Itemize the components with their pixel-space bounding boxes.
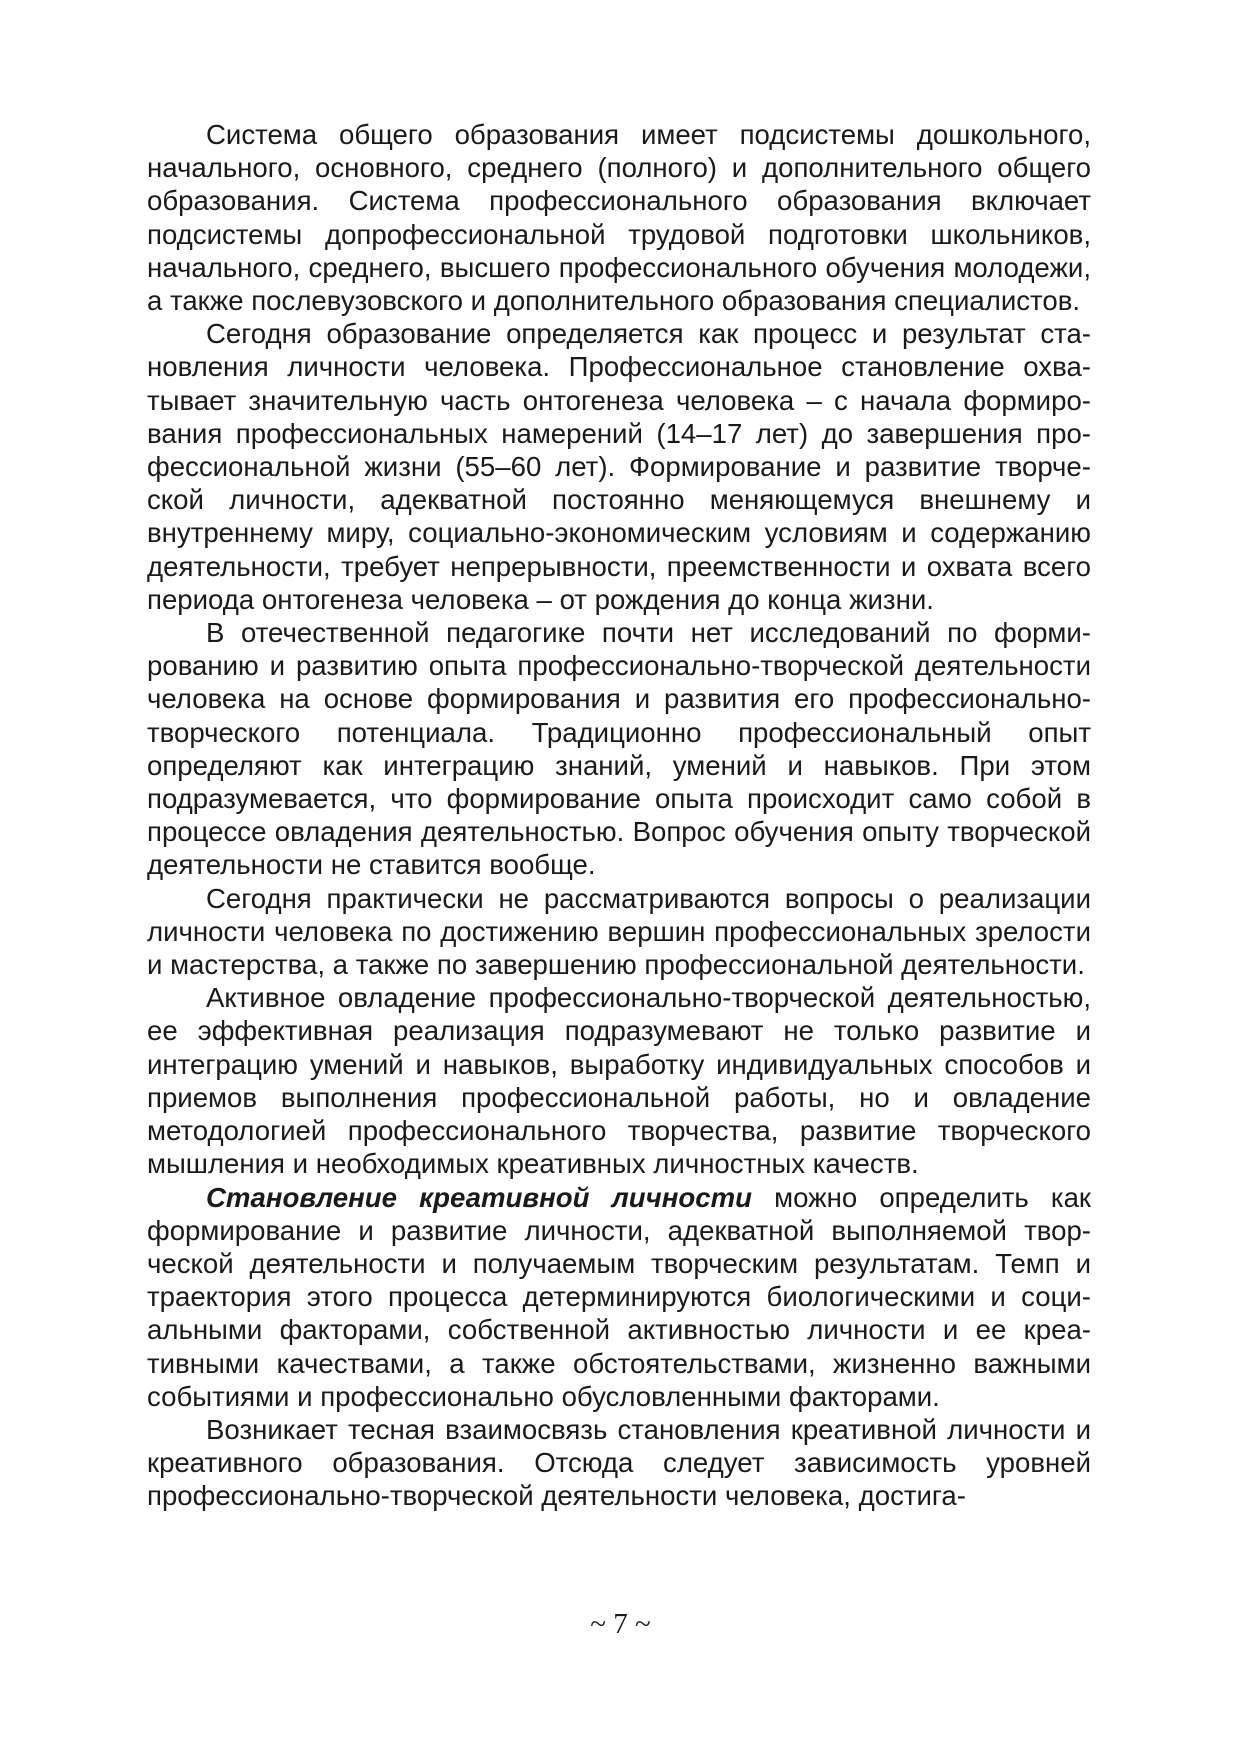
paragraph: Система общего образования имеет подсистемы дошкольного, начального, основного, среднего (полного) и дополнительного общего образования. Система профессионального образования включает подсистемы допрофессиональной трудовой подготовки школьников, начального, среднего, высшего профессионального обучения молодежи, а также послевузовского и дополнительного образования специалистов. <box>147 119 1091 317</box>
paragraph: Активное овладение профессионально-творческой деятельностью, ее эффективная реализация подразумевают не только развитие и интеграцию умений и навыков, выработку индивидуальных способов и приемов выполнения профессиональной работы, но и овладение методологией профессионального творчества, развитие творческого мышления и необходимых креативных личностных качеств. <box>147 982 1091 1180</box>
paragraph <box>147 1181 1091 1413</box>
paragraph: В отечественной педагогике почти нет исследований по формированию и развитию опыта профессионально-творческой деятельности человека на основе формирования и развития его профессионально-творческого потенциала. Традиционно профессиональный опыт определяют как интеграцию знаний, умений и навыков. При этом подразумевается, что формирование опыта происходит само собой в процессе овладения деятельностью. Вопрос обучения опыту творческой деятельности не ставится вообще. <box>147 617 1091 881</box>
paragraph: Возникает тесная взаимосвязь становления креативной личности и креативного образования. Отсюда следует зависимость уровней профессионально-творческой деятельности человека, достига- <box>147 1413 1091 1512</box>
paragraph-text: можно определить как формирование и развитие личности, адекватной выполняемой творческой деятельности и получаемым творческим результатам. Темп и траектория этого процесса детерминируются биологическими и социальными факторами, собственной активностью личности и ее креативными качествами, а также обстоятельствами, жизненно важными событиями и профессионально обусловленными факторами. <box>147 1181 1091 1412</box>
paragraph: Сегодня образование определяется как процесс и результат становления личности человека. Профессиональное становление охватывает значительную часть онтогенеза человека – с начала формирования профессиональных намерений (14–17 лет) до завершения профессиональной жизни (55–60 лет). Формирование и развитие творческой личности, адекватной постоянно меняющемуся внешнему и внутреннему миру, социально-экономическим условиям и содержанию деятельности, требует непрерывности, преемственности и охвата всего периода онтогенеза человека – от рождения до конца жизни. <box>147 318 1091 615</box>
body-text <box>147 118 1091 1513</box>
emphasized-term: Становление креативной личности <box>206 1181 752 1213</box>
paragraph: Сегодня практически не рассматриваются вопросы о реализации личности человека по достижению вершин профессиональных зрелости и мастерства, а также по завершению профессиональной деятельности. <box>147 882 1091 981</box>
page-number: ~ 7 ~ <box>590 1608 651 1640</box>
